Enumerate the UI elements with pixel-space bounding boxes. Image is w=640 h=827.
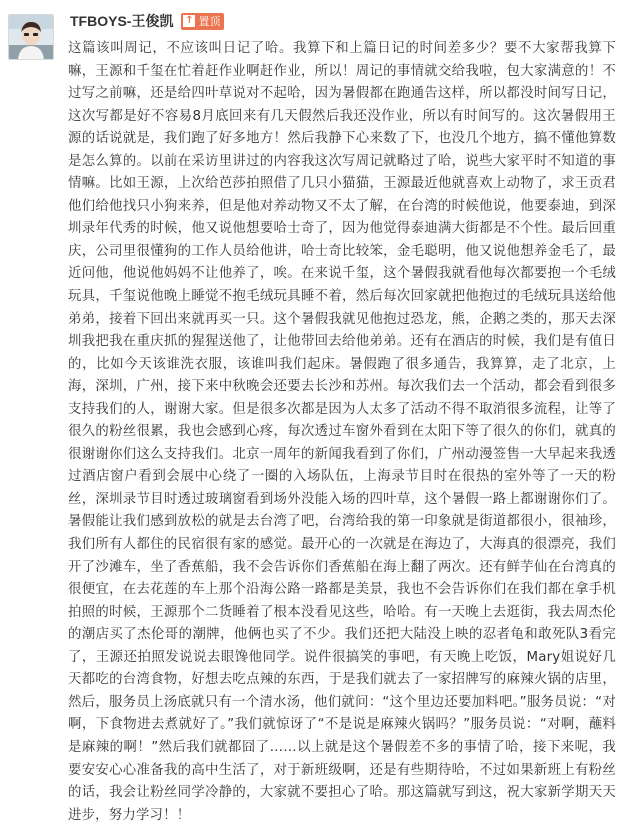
- pinned-badge[interactable]: [181, 13, 224, 30]
- avatar[interactable]: [8, 14, 54, 60]
- pin-icon: ↑: [185, 15, 194, 26]
- pinned-label: 置顶: [198, 15, 221, 28]
- author-row: [70, 10, 224, 32]
- avatar-image: [9, 15, 53, 59]
- author-name-link[interactable]: TFBOYS-王俊凯: [70, 13, 174, 29]
- post-body-text: 这篇该叫周记，不应该叫日记了哈。我算下和上篇日记的时间差多少？要不大家帮我算下嘛，王源和千玺在忙着赶作业啊赶作业，所以！周记的事情就交给我啦，包大家满意的！不过写之前嘛，还是给四叶草说对不起哈，因为暑假都在跑通告这样，所以都没时间写日记，这次写都是好不容易8月底回来有几天假然后我还没作业，所以有时间写的。这次暑假用王源的话说就是，我们跑了好多地方！然后我静下心来数了下，也没几个地方，搞不懂他算数是怎么算的。以前在采访里讲过的内容我这次写周记就略过了哈，说些大家平时不知道的事情嘛。比如王源，上次给芭莎拍照借了几只小猫猫，王源最近他就喜欢上动物了，求王贡君他们给他找只小狗来养，但是他对养动物又不太了解，在台湾的时候他说，他要泰迪，到深圳录年代秀的时候，他又说他想要哈士奇了，因为他觉得泰迪满大街都是不个性。最后回重庆，公司里很懂狗的工作人员给他讲，哈士奇比较笨，金毛聪明，他又说他想养金毛了，最近问他，他说他妈妈不让他养了，唉。在来说千玺，这个暑假我就看他每次都要抱一个毛绒玩具，千玺说他晚上睡觉不抱毛绒玩具睡不着，然后每次回家就把他抱过的毛绒玩具送给他弟弟，接着下回出来就再买一只。这个暑假我就见他抱过恐龙，熊，企鹅之类的，那天去深圳我把我在重庆抓的猩猩送他了，让他带回去给他弟弟。还有在酒店的时候，我们是有值日的，比如今天该谁洗衣服，该谁叫我们起床。暑假跑了很多通告，我算算，走了北京，上海，深圳，广州，接下来中秋晚会还要去长沙和苏州。每次我们去一个活动，都会看到很多支持我们的人，谢谢大家。但是很多次都是因为人太多了活动不得不取消很多流程，让等了很久的粉丝很累，我也会感到心疼，每次透过车窗外看到在太阳下等了很久的你们，就真的很谢谢你们这么支持我们。北京一周年的新闻我看到了你们，广州动漫签售一大早起来我透过酒店窗户看到会展中心绕了一圈的入场队伍，上海录节目时在很热的室外等了一天的粉丝，深圳录节目时透过玻璃窗看到场外没能入场的四叶草，这个暑假一路上都谢谢你们了。暑假能让我们感到放松的就是去台湾了吧，台湾给我的第一印象就是街道都很小，很袖珍，我们所有人都住的民宿很有家的感觉。最开心的一次就是在海边了，大海真的很漂亮，我们开了沙滩车，坐了香蕉船，我不会告诉你们香蕉船在海上翻了两次。还有鲜芋仙在台湾真的很便宜，在去花莲的车上那个沿海公路一路都是美景，我也不会告诉你们在我们都在拿手机拍照的时候，王源那个二货睡着了根本没看见这些，哈哈。有一天晚上去逛街，我去周杰伦的潮店买了杰伦哥的潮牌，他俩也买了不少。我们还把大陆没上映的忍者龟和敢死队3看完了，王源还拍照发说说去眼馋他同学。说件很搞笑的事吧，有天晚上吃饭，Mary姐说好几天都吃的台湾食物，好想去吃点辣的东西，于是我们就去了一家招牌写的麻辣火锅的店里，然后，服务员上汤底就只有一个清水汤，他们就问：“这个里边还要加料吧。”服务员说：“对啊，下食物进去煮就好了。”我们就惊讶了“不是说是麻辣火锅吗？”服务员说：“对啊，蘸料是麻辣的啊！”然后我们就都囧了……以上就是这个暑假差不多的事情了哈，接下来呢，我要安安心心准备我的高中生活了，对于新班级啊，还是有些期待哈，不过如果新班上有粉丝的话，我会让粉丝同学冷静的，大家就不要担心了哈。那这篇就写到这，祝大家新学期天天进步，努力学习！！: [68, 41, 616, 823]
